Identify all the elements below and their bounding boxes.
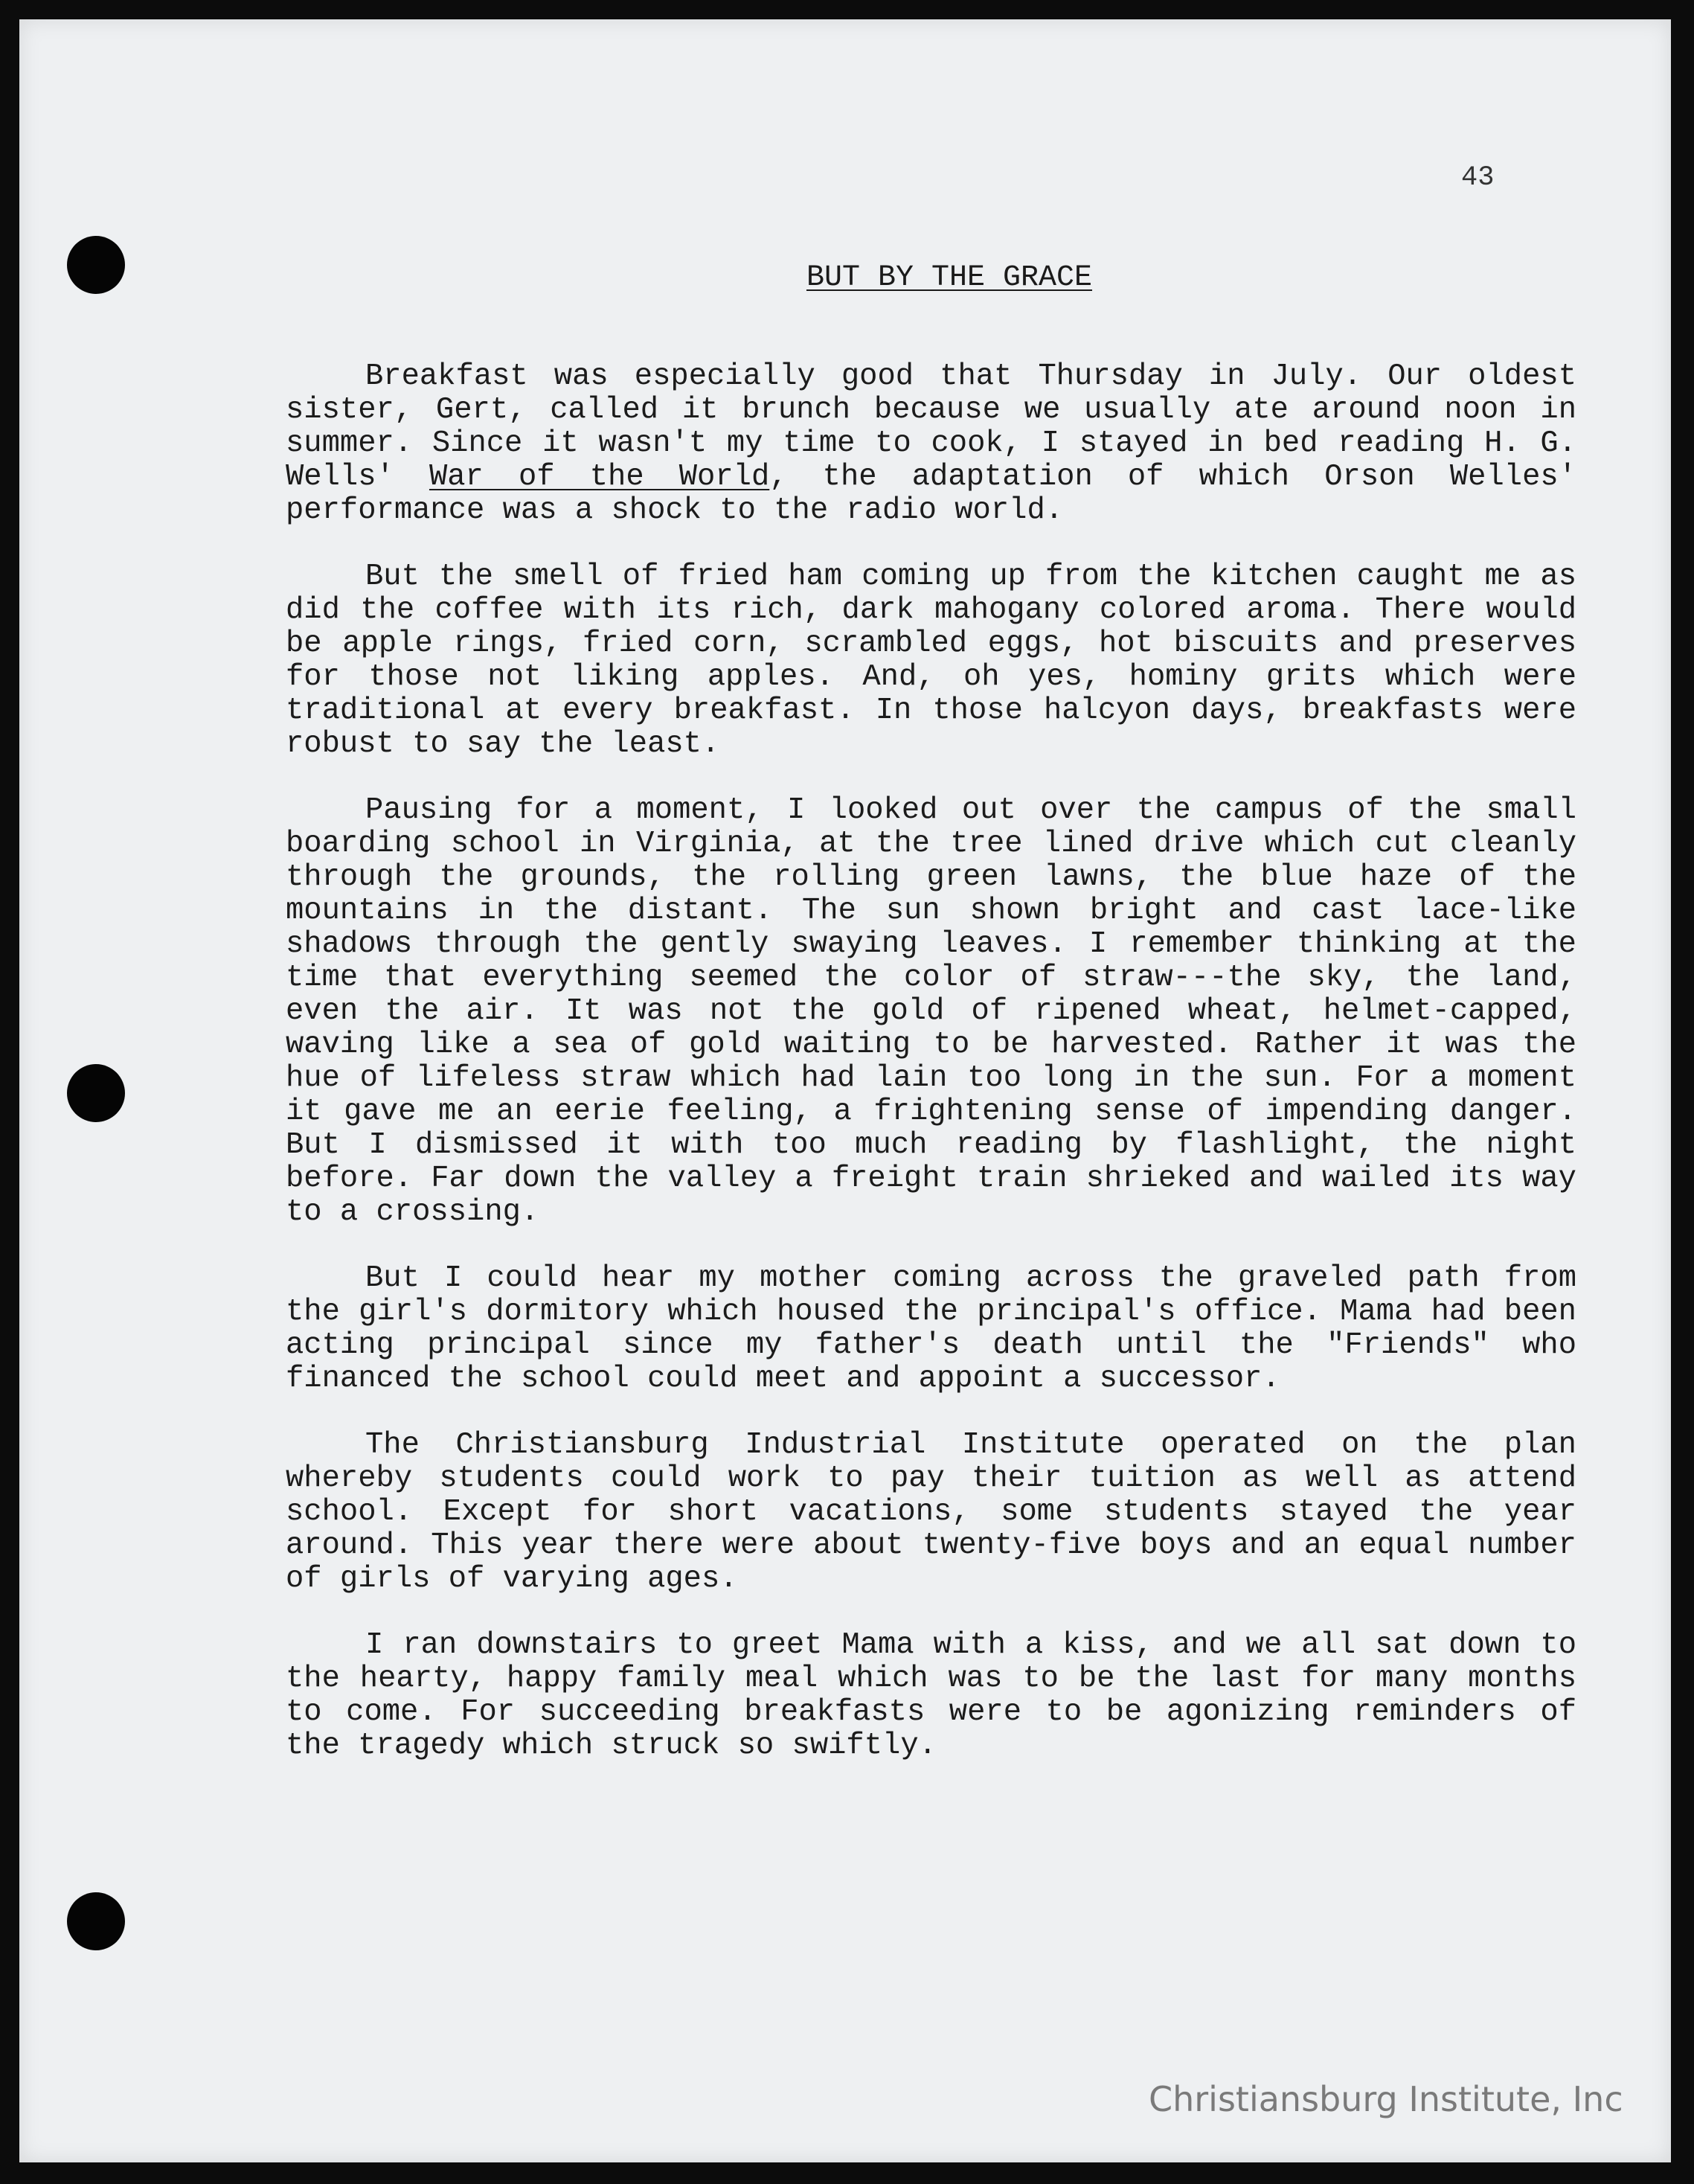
document-body <box>286 360 1576 1796</box>
document-title: BUT BY THE GRACE <box>806 261 1093 295</box>
watermark: Christiansburg Institute, Inc <box>1149 2079 1623 2119</box>
page-number: 43 <box>1461 162 1495 193</box>
paragraph <box>286 794 1576 1229</box>
paragraph-text: The Christiansburg Industrial Institute operated on the plan whereby students could work to pay their tuition as well as attend school. Except for short vacations, some students stayed the year around. This year there were about twenty-five boys and an equal number of girls of varying ages. <box>286 1428 1576 1596</box>
paragraph-text: Breakfast was especially good that Thursday in July. Our oldest sister, Gert, called it brunch because we usually ate around noon in summer. Since it wasn't my time to cook, I stayed in bed reading H. G. Wells' <box>286 359 1576 494</box>
paragraph <box>286 1262 1576 1396</box>
book-title: War of the World <box>429 460 770 494</box>
paragraph-text: , the adaptation of which Orson Welles' performance was a shock to the radio world. <box>286 460 1576 528</box>
paragraph <box>286 560 1576 761</box>
paragraph-text: I ran downstairs to greet Mama with a kiss, and we all sat down to the hearty, happy family meal which was to be the last for many months to come. For succeeding breakfasts were to be agonizing reminders of the tragedy which struck so swiftly. <box>286 1628 1576 1763</box>
paragraph <box>286 360 1576 528</box>
paragraph-text: But the smell of fried ham coming up from the kitchen caught me as did the coffee with its rich, dark mahogany colored aroma. There would be apple rings, fried corn, scrambled eggs, hot biscuits and preserves for those not liking apples. And, oh yes, hominy grits which were traditional at every breakfast. In those halcyon days, breakfasts were robust to say the least. <box>286 560 1576 761</box>
paragraph <box>286 1429 1576 1596</box>
binder-hole <box>67 1064 125 1122</box>
document-page <box>19 19 1671 2162</box>
paragraph-text: But I could hear my mother coming across the graveled path from the girl's dormitory which housed the principal's office. Mama had been acting principal since my father's death until the "Friends" who financed the school could meet and appoint a successor. <box>286 1261 1576 1396</box>
paragraph-text: Pausing for a moment, I looked out over the campus of the small boarding school in Virginia, at the tree lined drive which cut cleanly through the grounds, the rolling green lawns, the blue haze of the mountains in the distant. The sun shown bright and cast lace-like shadows through the gently swaying leaves. I remember thinking at the time that everything seemed the color of straw---the sky, the land, even the air. It was not the gold of ripened wheat, helmet-capped, waving like a sea of gold waiting to be harvested. Rather it was the hue of lifeless straw which had lain too long in the sun. For a moment it gave me an eerie feeling, a frightening sense of impending danger. But I dismissed it with too much reading by flashlight, the night before. Far down the valley a freight train shrieked and wailed its way to a crossing. <box>286 793 1576 1229</box>
binder-hole <box>67 1892 125 1950</box>
paragraph <box>286 1629 1576 1763</box>
